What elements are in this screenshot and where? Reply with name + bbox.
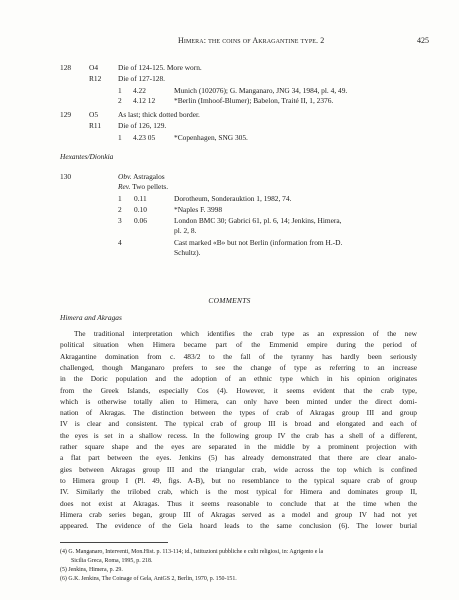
entry-number: 130 bbox=[60, 172, 72, 181]
reverse-type: Two pellets. bbox=[132, 182, 169, 191]
obverse-die: O5 bbox=[89, 110, 99, 119]
footnote-line: (5) Jenkins, Himera, p. 29. bbox=[60, 567, 123, 573]
obverse-type: Astragalos bbox=[133, 172, 165, 181]
specimen-reference-cont: Schultz). bbox=[174, 248, 201, 257]
body-line: in the Doric population and the adoption of an ethnic type which in his opinion originates bbox=[60, 374, 417, 384]
specimen-weight: 4.22 bbox=[133, 86, 146, 95]
die-description: Die of 127-128. bbox=[118, 74, 166, 83]
specimen-weight: 0.10 bbox=[134, 205, 147, 214]
body-line: rather square shape and the eyes are separated in the middle by a prominent projection with bbox=[60, 442, 417, 451]
specimen-weight: 4.23 05 bbox=[133, 133, 156, 142]
die-description: Die of 124-125. More worn. bbox=[118, 63, 202, 72]
body-line: The traditional interpretation which identifies the crab type as an expression of the new bbox=[74, 329, 417, 338]
body-line: gies between Akragas group III and the triangular crab, wide across the top which is confined bbox=[60, 464, 417, 474]
reverse-line bbox=[118, 182, 168, 191]
subheading: Himera and Akragas bbox=[60, 313, 122, 322]
specimen-number: 1 bbox=[118, 86, 122, 95]
page-number: 425 bbox=[417, 36, 429, 45]
footnote-line: (4) G. Manganaro, Interventi, Mon.Hist. p. 113-114; id., Istituzioni pubbliche e culti religiosi, in: Agrigento e la bbox=[60, 549, 324, 555]
specimen-reference: *Naples F. 3998 bbox=[174, 205, 223, 214]
body-line: to Himera group I (Pl. 49, figs. A-B), but no resemblance to the typical square crab of group bbox=[60, 475, 417, 485]
section-heading: Hexantes/Dionkia bbox=[60, 152, 114, 161]
specimen-reference: Munich (102076); G. Manganaro, JNG 34, 1984, pl. 4, 49. bbox=[174, 86, 348, 95]
obverse-label: Obv. bbox=[118, 172, 132, 181]
body-line: appeared. The evidence of the Gela hoard leads to the same conclusion (6). The lower burial bbox=[60, 521, 417, 531]
body-line: the eyes is set in a shallow recess. In the following group IV the crab has a shell of a different, bbox=[60, 430, 417, 440]
obverse-line bbox=[118, 172, 165, 181]
obverse-die: O4 bbox=[89, 63, 99, 72]
running-title: Himera: the coins of Akragantine type. 2 bbox=[178, 36, 325, 45]
specimen-number: 1 bbox=[118, 194, 122, 203]
specimen-reference: Dorotheum, Sonderauktion 1, 1982, 74. bbox=[174, 194, 292, 203]
specimen-number: 2 bbox=[118, 205, 122, 214]
body-line: IV is clear and consistent. The typical crab of group III is broad and elongated and each of bbox=[60, 419, 417, 429]
specimen-reference: Cast marked «B» but not Berlin (information from H.-D. bbox=[174, 238, 343, 247]
footnote-rule bbox=[60, 542, 168, 543]
reverse-die: R11 bbox=[89, 121, 102, 130]
specimen-reference: London BMC 30; Gabrici 61, pl. 6, 14; Jenkins, Himera, bbox=[174, 216, 342, 225]
body-line: nation of Akragas. The distinction between the types of crab of Akragas group III and group bbox=[60, 408, 417, 418]
comments-heading: COMMENTS bbox=[208, 296, 251, 305]
body-line: challenged, though Manganaro prefers to see the change of type as referring to an increase bbox=[60, 362, 417, 372]
die-description: Die of 126, 129. bbox=[118, 121, 167, 130]
reverse-die: R12 bbox=[89, 74, 102, 83]
specimen-reference: *Berlin (Imhoof-Blumer); Babelon, Traité II, 1, 2376. bbox=[174, 96, 334, 105]
entry-number: 128 bbox=[60, 63, 72, 72]
reverse-label: Rev. bbox=[118, 182, 131, 191]
footnotes bbox=[60, 548, 417, 584]
body-line: a flat part between the eyes. Jenkins (5) has already demonstrated that there are clear analo- bbox=[60, 453, 417, 463]
specimen-number: 2 bbox=[118, 96, 122, 105]
entry-number: 129 bbox=[60, 110, 72, 119]
body-line: Himera crab series began, group III of Akragas served as a model and group IV had not yet bbox=[60, 509, 417, 519]
specimen-weight: 4.12 12 bbox=[133, 96, 156, 105]
body-line: IV. Similarly the trilobed crab, which is the most typical for Himera and dominates group II, bbox=[60, 487, 417, 497]
footnote-line: Sicilia Greca, Roma, 1995, p. 218. bbox=[71, 558, 153, 564]
body-line: from the Greek Islands, especially Cos (4). However, it seems evident that the crab type, bbox=[60, 385, 417, 395]
body-line: does not exist at Akragas. Thus it seems reasonable to conclude that at the time when the bbox=[60, 498, 417, 508]
body-line: which is otherwise totally alien to Himera, can only have been minted under the direct domi- bbox=[60, 396, 417, 406]
specimen-number: 3 bbox=[118, 216, 122, 225]
body-line: Akragantine domination from c. 483/2 to the fall of the tyranny has hardly been seriously bbox=[60, 351, 417, 361]
specimen-reference: *Copenhagen, SNG 305. bbox=[174, 133, 248, 142]
body-line: political situation when Himera became part of the Emmenid empire during the period of bbox=[60, 340, 417, 350]
specimen-weight: 0.11 bbox=[134, 194, 147, 203]
specimen-number: 4 bbox=[118, 238, 122, 247]
specimen-weight: 0.06 bbox=[134, 216, 147, 225]
specimen-number: 1 bbox=[118, 133, 122, 142]
footnote-line: (6) G.K. Jenkins, The Coinage of Gela, AntGS 2, Berlin, 1970, p. 150-151. bbox=[60, 576, 237, 582]
specimen-reference-cont: pl. 2, 8. bbox=[174, 226, 197, 235]
die-description: As last; thick dotted border. bbox=[118, 110, 200, 119]
